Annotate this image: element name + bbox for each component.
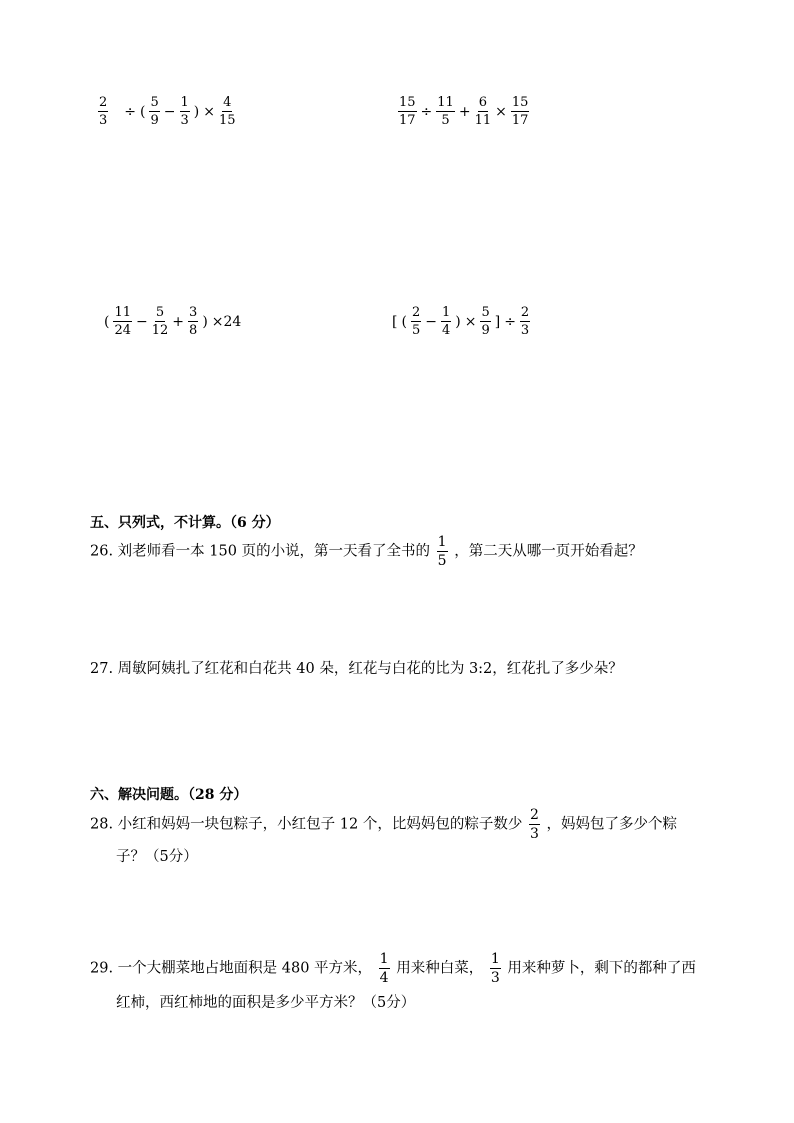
operator: ( [140,103,146,120]
fraction: $\frac{15}{17}$ [511,95,529,128]
expression-2 [396,96,531,127]
fraction: $\frac{1}{4}$ [379,951,389,986]
operator: − [136,313,148,330]
fraction: $\frac{4}{15}$ [218,95,236,128]
fraction: $\frac{6}{11}$ [474,95,492,128]
question-text: 28. 小红和妈妈一块包粽子，小红包子 12 个，比妈妈包的粽子数少 [90,816,523,833]
fraction: $\frac{2}{3}$ [520,305,530,338]
fraction: $\frac{5}{9}$ [481,305,490,338]
question-29 [90,952,750,985]
fraction: $\frac{1}{3}$ [490,951,500,986]
operator: ) [455,313,461,330]
question-text: ，妈妈包了多少个粽 [546,816,677,833]
fraction: $\frac{5}{12}$ [151,305,169,338]
fraction: $\frac{2}{5}$ [411,305,421,338]
question-27: 27. 周敏阿姨扎了红花和白花共 40 朵，红花与白花的比为 3:2，红花扎了多少朵？ [90,661,623,677]
expression-1 [96,96,238,127]
question-28-line2: 子？（5分） [116,849,198,865]
operator: ] [494,313,501,330]
section-6-heading: 六、解决问题。（28 分） [90,787,248,803]
question-text: 用来种萝卜，剩下的都种了西 [507,960,696,977]
operator: × [495,103,507,120]
operator: ) [202,313,208,330]
section-5-heading: 五、只列式，不计算。（6 分） [90,515,280,531]
fraction: $\frac{15}{17}$ [399,95,416,128]
operator: − [163,103,176,120]
question-26 [90,535,730,568]
operator: − [425,313,437,330]
operator: ÷ [420,103,433,120]
question-text: ，第二天从哪一页开始看起？ [454,543,643,560]
operator: ( [401,313,407,330]
operator: + [172,313,185,330]
fraction: $\frac{2}{3}$ [529,807,539,842]
operator: ) [193,103,200,120]
fraction: $\frac{1}{3}$ [180,95,189,128]
operator: ÷ [124,103,137,120]
operator: ÷ [504,313,516,330]
question-29-line2: 红柿，西红柿地的面积是多少平方米？（5分） [116,995,416,1011]
question-text: 用来种白菜， [396,960,484,977]
fraction: $\frac{2}{3}$ [99,95,108,128]
fraction: $\frac{5}{9}$ [150,95,159,128]
operator: [ [392,313,398,330]
expression-3 [102,306,243,337]
operator: × [203,103,215,120]
question-28 [90,808,750,841]
operator: × [464,313,477,330]
fraction: $\frac{1}{4}$ [441,305,451,338]
fraction: $\frac{1}{5}$ [437,534,447,569]
expression-4 [390,306,532,337]
fraction: $\frac{11}{5}$ [437,95,454,128]
question-text: 26. 刘老师看一本 150 页的小说，第一天看了全书的 [90,543,431,560]
operator: ( [104,313,110,330]
operator: + [458,103,471,120]
fraction: $\frac{3}{8}$ [189,305,198,338]
fraction: $\frac{11}{24}$ [114,305,132,338]
operator: ×24 [211,313,242,330]
question-text: 29. 一个大棚菜地占地面积是 480 平方米， [90,960,373,977]
